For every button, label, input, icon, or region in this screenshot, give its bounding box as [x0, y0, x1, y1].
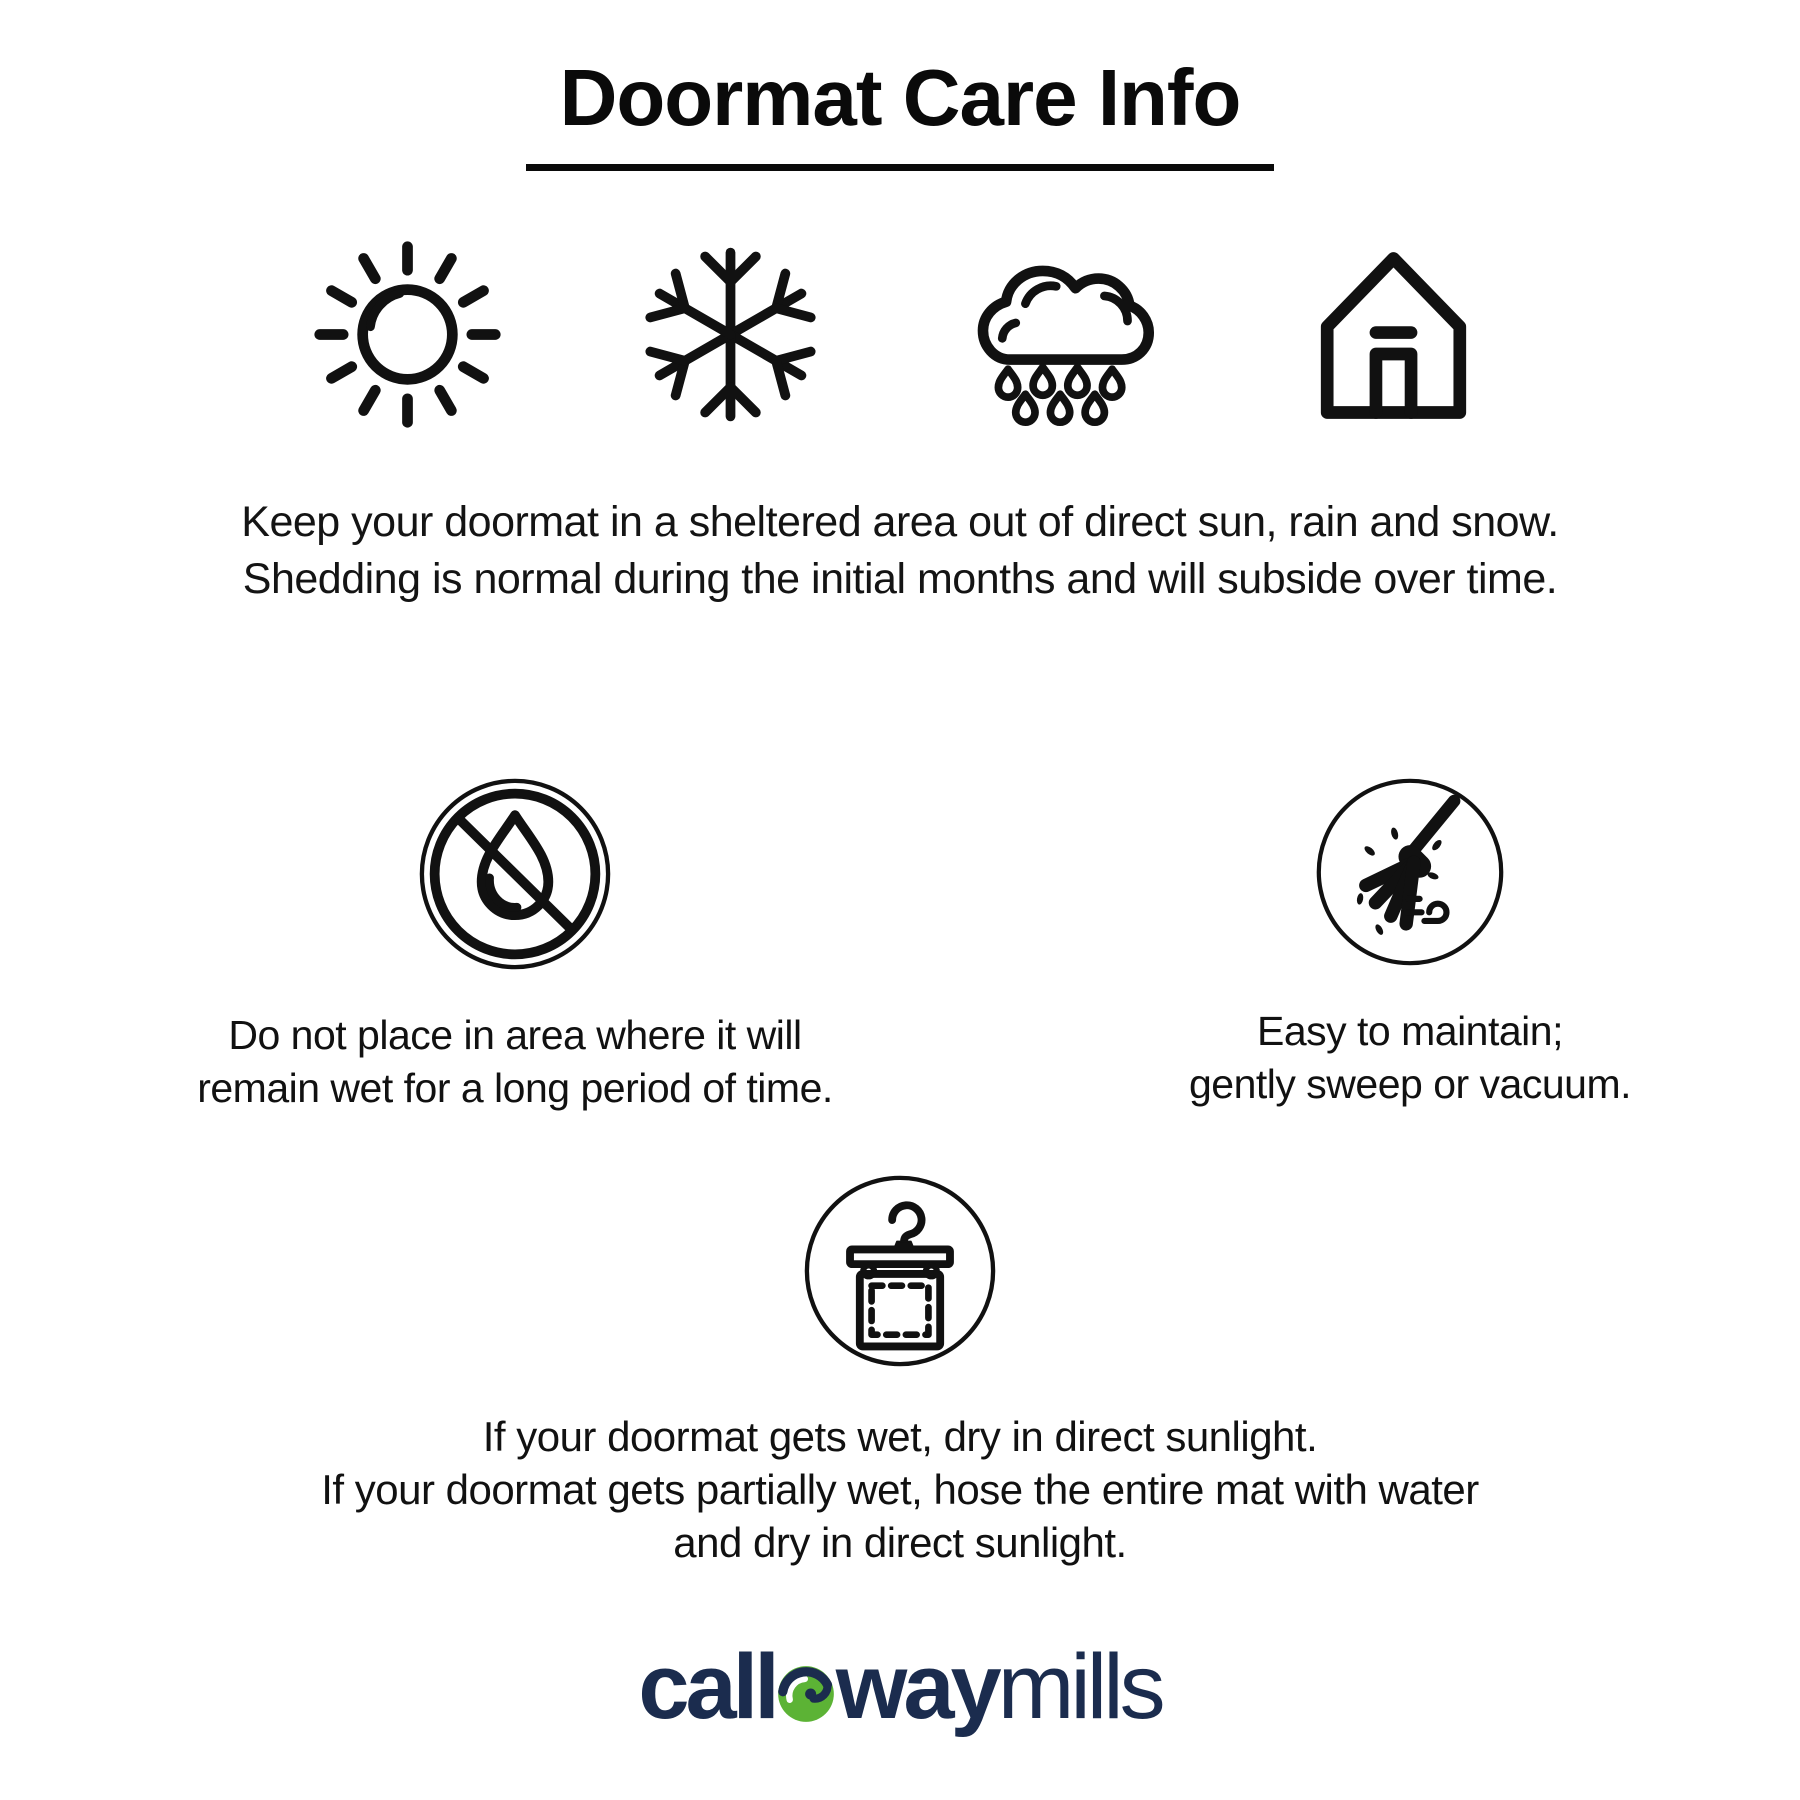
- intro-line-1: Keep your doormat in a sheltered area out of direct sun, rain and snow.: [241, 498, 1559, 546]
- intro-paragraph: [0, 494, 1800, 608]
- sweep-caption: [1189, 1005, 1631, 1111]
- header: [0, 0, 1800, 171]
- sweep-column: [1030, 776, 1790, 1115]
- snowflake-icon: [633, 237, 828, 432]
- hanging-mat-icon: [802, 1173, 998, 1374]
- no-water-caption-line-1: Do not place in area where it will: [228, 1012, 802, 1058]
- drying-section: [0, 1173, 1800, 1569]
- weather-icon-row: [0, 237, 1800, 432]
- care-row: [0, 776, 1800, 1115]
- sweep-caption-line-2: gently sweep or vacuum.: [1188, 1061, 1631, 1107]
- no-water-column: [135, 776, 895, 1115]
- sweep-caption-line-1: Easy to maintain;: [1256, 1008, 1563, 1054]
- logo-text-mills: mills: [997, 1636, 1162, 1738]
- logo-text-way: way: [835, 1636, 998, 1738]
- no-water-caption: [197, 1009, 833, 1115]
- logo-text-call: call: [638, 1636, 776, 1738]
- intro-line-2: Shedding is normal during the initial months and will subside over time.: [242, 555, 1558, 603]
- drying-caption-line-3: and dry in direct sunlight.: [673, 1519, 1127, 1566]
- calloway-mills-logo: [0, 1636, 1800, 1738]
- rain-cloud-icon: [956, 237, 1168, 432]
- sun-icon: [310, 237, 505, 432]
- page-title: Doormat Care Info: [526, 52, 1275, 171]
- drying-caption: [321, 1410, 1479, 1569]
- no-water-caption-line-2: remain wet for a long period of time.: [197, 1065, 833, 1111]
- drying-caption-line-2: If your doormat gets partially wet, hose the entire mat with water: [321, 1466, 1479, 1513]
- no-water-icon: [417, 776, 613, 977]
- house-icon: [1296, 237, 1491, 432]
- drying-caption-line-1: If your doormat gets wet, dry in direct sunlight.: [482, 1413, 1318, 1460]
- logo-o-swirl-icon: [776, 1636, 836, 1738]
- broom-sweep-icon: [1314, 776, 1506, 973]
